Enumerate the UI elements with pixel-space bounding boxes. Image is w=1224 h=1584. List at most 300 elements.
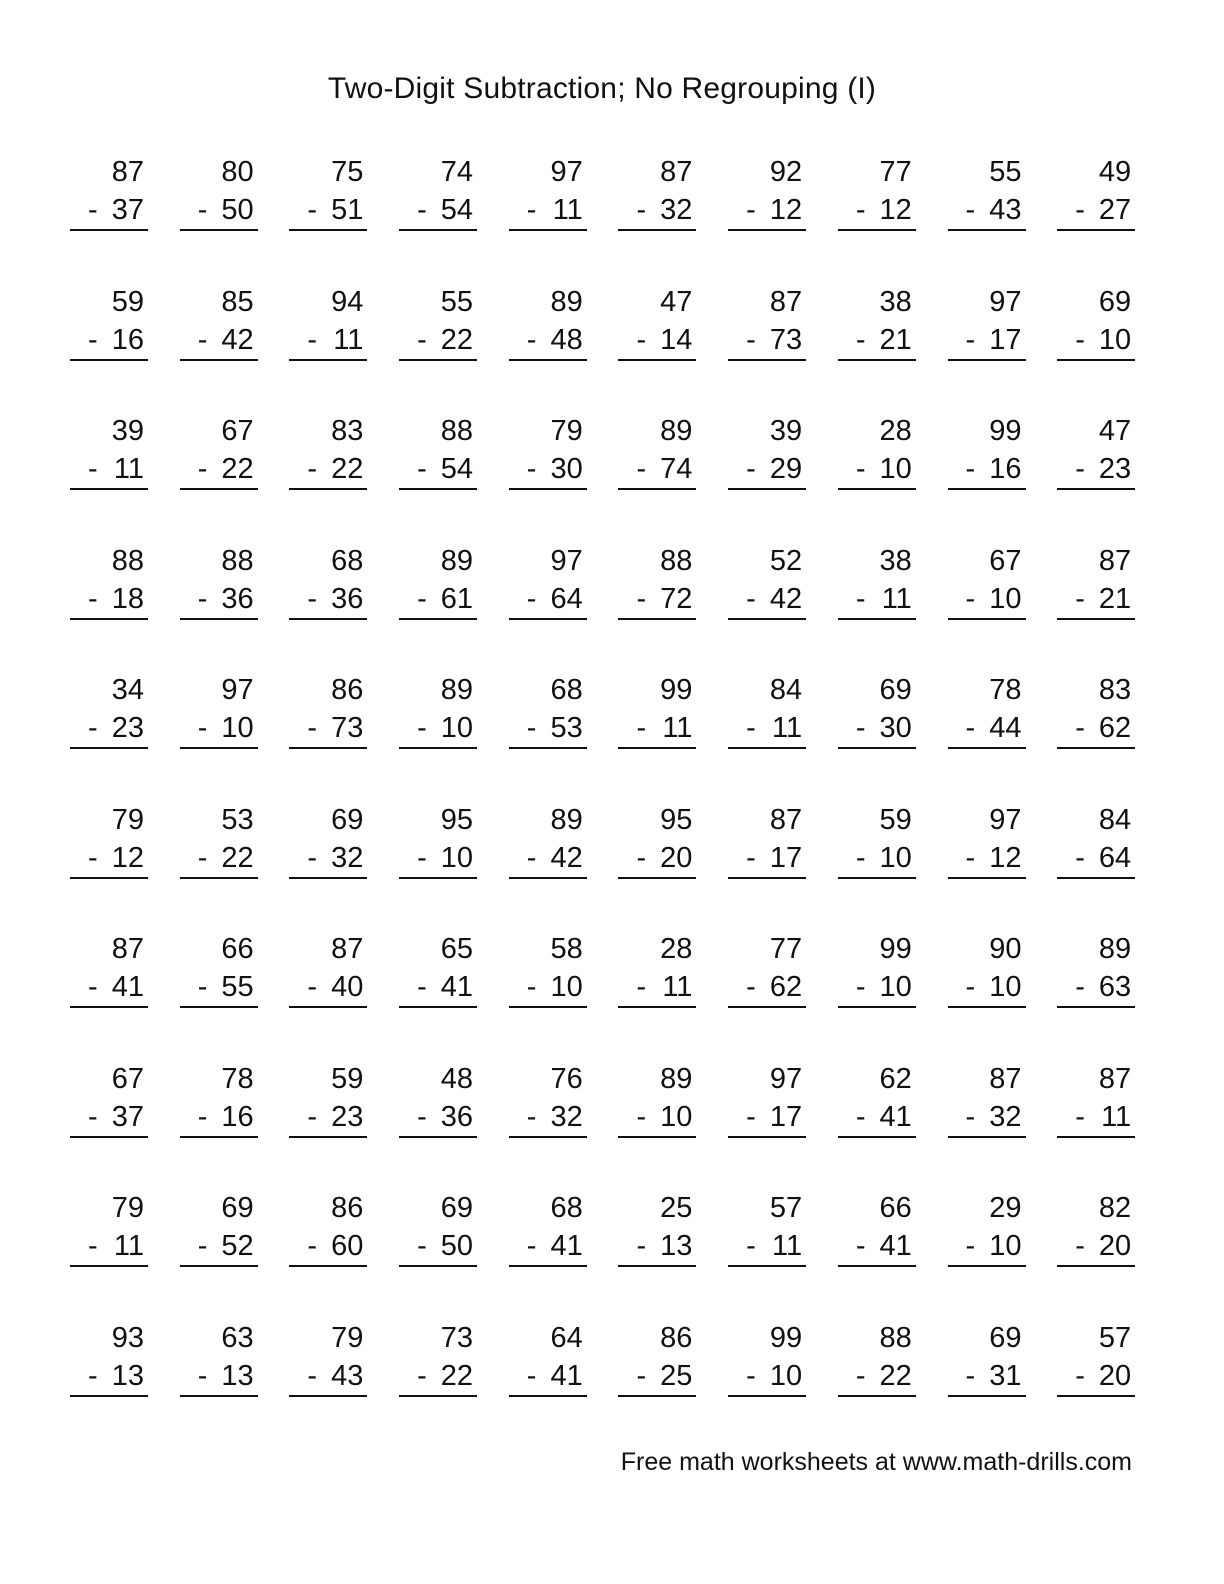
minus-sign: - — [88, 841, 98, 874]
subtrahend: 36 — [440, 1100, 474, 1133]
minus-sign: - — [965, 1359, 976, 1392]
minuend: 97 — [550, 544, 583, 577]
subtraction-problem — [509, 283, 587, 413]
subtrahend-line — [509, 321, 587, 361]
minuend: 59 — [331, 1062, 364, 1095]
minuend: 84 — [769, 674, 803, 706]
minuend: 97 — [989, 285, 1022, 318]
subtrahend-line — [1057, 839, 1135, 879]
subtraction-problem — [70, 153, 148, 283]
minus-sign: - — [417, 453, 427, 485]
minus-sign: - — [965, 323, 976, 356]
minus-sign: - — [197, 1100, 208, 1133]
subtrahend-line — [180, 1227, 258, 1267]
subtraction-problem — [180, 153, 258, 283]
minus-sign: - — [307, 1359, 318, 1392]
subtrahend: 30 — [550, 453, 583, 485]
subtraction-problem — [509, 1060, 587, 1190]
minuend: 77 — [769, 933, 803, 965]
subtrahend: 36 — [221, 582, 254, 615]
minus-sign: - — [307, 1230, 318, 1262]
minus-sign: - — [526, 1359, 537, 1392]
subtrahend-line — [399, 321, 477, 361]
subtraction-problem — [948, 283, 1026, 413]
minus-sign: - — [855, 1100, 866, 1133]
subtraction-problem — [618, 153, 696, 283]
minuend: 88 — [879, 1321, 912, 1354]
subtrahend-line — [289, 450, 367, 490]
minus-sign: - — [307, 712, 318, 744]
minus-sign: - — [197, 323, 208, 356]
subtrahend: 32 — [550, 1100, 583, 1133]
subtrahend: 42 — [769, 582, 803, 615]
minuend: 57 — [769, 1192, 803, 1224]
subtraction-problem — [180, 930, 258, 1060]
subtrahend-line — [838, 450, 916, 490]
subtrahend: 22 — [221, 453, 254, 485]
subtrahend: 11 — [113, 453, 144, 485]
subtrahend: 73 — [769, 323, 803, 356]
minuend: 99 — [879, 933, 912, 965]
subtrahend: 23 — [331, 1100, 364, 1133]
minus-sign: - — [1075, 712, 1085, 744]
subtrahend: 51 — [331, 194, 364, 226]
subtraction-problem — [509, 542, 587, 672]
subtrahend: 12 — [111, 841, 144, 874]
subtrahend-line — [180, 321, 258, 361]
minus-sign: - — [965, 712, 976, 744]
subtrahend: 22 — [440, 323, 474, 356]
minuend: 87 — [769, 285, 803, 318]
minuend: 67 — [111, 1062, 144, 1095]
minus-sign: - — [746, 582, 756, 615]
minus-sign: - — [965, 453, 976, 485]
subtraction-problem — [1057, 1060, 1135, 1190]
subtrahend: 63 — [1098, 971, 1132, 1003]
subtrahend-line — [289, 968, 367, 1008]
subtraction-problem — [399, 1189, 477, 1319]
subtrahend-line — [289, 191, 367, 231]
minuend: 55 — [989, 156, 1022, 188]
minus-sign: - — [855, 841, 866, 874]
subtrahend: 11 — [552, 194, 583, 226]
subtrahend: 42 — [221, 323, 254, 356]
minus-sign: - — [636, 1230, 647, 1262]
subtrahend: 50 — [440, 1230, 474, 1262]
minus-sign: - — [1075, 194, 1085, 226]
subtrahend: 29 — [769, 453, 803, 485]
subtrahend-line — [399, 709, 477, 749]
subtraction-problem — [180, 412, 258, 542]
subtraction-problem — [838, 542, 916, 672]
subtrahend-line — [1057, 1227, 1135, 1267]
subtraction-problem — [618, 801, 696, 931]
subtraction-problem — [289, 930, 367, 1060]
minus-sign: - — [855, 582, 866, 615]
minus-sign: - — [88, 712, 98, 744]
minus-sign: - — [307, 1100, 318, 1133]
subtrahend-line — [728, 321, 806, 361]
minuend: 69 — [1098, 285, 1132, 318]
subtrahend-line — [70, 839, 148, 879]
minus-sign: - — [197, 1230, 208, 1262]
minus-sign: - — [526, 971, 537, 1003]
minus-sign: - — [88, 194, 98, 226]
subtrahend: 20 — [1098, 1230, 1132, 1262]
subtraction-problem — [1057, 930, 1135, 1060]
subtrahend: 41 — [550, 1230, 583, 1262]
subtrahend: 62 — [1098, 712, 1132, 744]
minus-sign: - — [88, 1100, 98, 1133]
subtrahend-line — [1057, 321, 1135, 361]
minuend: 74 — [440, 156, 474, 188]
subtrahend: 10 — [879, 453, 912, 485]
subtraction-problem — [618, 930, 696, 1060]
minuend: 34 — [111, 674, 144, 706]
subtraction-problem — [70, 1189, 148, 1319]
minuend: 88 — [440, 415, 474, 447]
minus-sign: - — [88, 323, 98, 356]
minus-sign: - — [855, 323, 866, 356]
subtrahend: 36 — [331, 582, 364, 615]
subtraction-problem — [509, 801, 587, 931]
minuend: 88 — [221, 544, 254, 577]
minus-sign: - — [197, 453, 208, 485]
subtrahend-line — [509, 1227, 587, 1267]
subtrahend-line — [728, 1357, 806, 1397]
minuend: 47 — [660, 285, 693, 318]
subtrahend-line — [728, 450, 806, 490]
subtrahend: 10 — [440, 712, 474, 744]
worksheet-title: Two-Digit Subtraction; No Regrouping (I) — [327, 72, 877, 105]
subtrahend-line — [1057, 968, 1135, 1008]
minuend: 39 — [111, 415, 144, 447]
minuend: 47 — [1098, 415, 1132, 447]
subtraction-problem — [180, 1189, 258, 1319]
subtrahend: 52 — [221, 1230, 254, 1262]
subtrahend-line — [948, 321, 1026, 361]
subtraction-problem — [399, 542, 477, 672]
minus-sign: - — [307, 841, 318, 874]
minus-sign: - — [636, 582, 647, 615]
subtrahend-line — [289, 839, 367, 879]
subtrahend-line — [948, 1227, 1026, 1267]
subtrahend: 41 — [879, 1230, 912, 1262]
subtraction-problem — [948, 801, 1026, 931]
subtrahend-line — [180, 839, 258, 879]
footer-credit: Free math worksheets at www.math-drills.com — [620, 1448, 1132, 1476]
minuend: 78 — [989, 674, 1022, 706]
subtrahend-line — [509, 580, 587, 620]
subtrahend-line — [948, 839, 1026, 879]
subtrahend: 10 — [769, 1359, 803, 1392]
subtraction-problem — [509, 930, 587, 1060]
minuend: 83 — [331, 415, 364, 447]
minuend: 68 — [550, 674, 583, 706]
subtrahend: 54 — [440, 194, 474, 226]
minus-sign: - — [1075, 1100, 1085, 1133]
subtrahend-line — [618, 580, 696, 620]
subtraction-problem — [509, 671, 587, 801]
subtrahend: 21 — [1098, 582, 1132, 615]
minus-sign: - — [526, 582, 537, 615]
minus-sign: - — [526, 194, 537, 226]
subtrahend-line — [70, 968, 148, 1008]
minuend: 89 — [440, 544, 474, 577]
minuend: 28 — [879, 415, 912, 447]
subtraction-problem — [399, 283, 477, 413]
minus-sign: - — [307, 194, 318, 226]
subtrahend-line — [180, 580, 258, 620]
subtraction-problem — [1057, 1189, 1135, 1319]
subtrahend: 23 — [111, 712, 144, 744]
minus-sign: - — [636, 453, 647, 485]
minus-sign: - — [197, 194, 208, 226]
subtrahend: 40 — [331, 971, 364, 1003]
subtrahend-line — [509, 1357, 587, 1397]
minus-sign: - — [636, 712, 647, 744]
subtrahend-line — [948, 191, 1026, 231]
minus-sign: - — [417, 194, 427, 226]
subtraction-problem — [838, 1319, 916, 1449]
minuend: 86 — [331, 1192, 364, 1224]
subtrahend-line — [509, 191, 587, 231]
minus-sign: - — [636, 323, 647, 356]
subtrahend-line — [1057, 580, 1135, 620]
subtrahend: 37 — [111, 194, 144, 226]
subtraction-problem — [948, 1189, 1026, 1319]
minuend: 69 — [989, 1321, 1022, 1354]
minuend: 78 — [221, 1062, 254, 1095]
subtrahend: 17 — [989, 323, 1022, 356]
minuend: 80 — [221, 156, 254, 188]
subtraction-problem — [70, 283, 148, 413]
subtraction-problem — [728, 671, 806, 801]
subtraction-problem — [728, 542, 806, 672]
minus-sign: - — [526, 841, 537, 874]
subtraction-problem — [728, 1060, 806, 1190]
subtraction-problem — [948, 153, 1026, 283]
minus-sign: - — [197, 712, 208, 744]
subtraction-problem — [70, 1319, 148, 1449]
minus-sign: - — [1075, 971, 1085, 1003]
subtrahend-line — [838, 1357, 916, 1397]
subtrahend-line — [838, 709, 916, 749]
subtrahend-line — [1057, 450, 1135, 490]
subtraction-problem — [838, 801, 916, 931]
subtrahend: 16 — [221, 1100, 254, 1133]
subtrahend: 10 — [1098, 323, 1132, 356]
subtraction-problem — [948, 542, 1026, 672]
minuend: 95 — [440, 803, 474, 836]
subtraction-problem — [618, 1319, 696, 1449]
minus-sign: - — [197, 971, 208, 1003]
minuend: 79 — [111, 803, 144, 836]
subtrahend-line — [838, 321, 916, 361]
subtrahend-line — [399, 580, 477, 620]
minus-sign: - — [1075, 323, 1085, 356]
minus-sign: - — [855, 712, 866, 744]
subtrahend: 60 — [331, 1230, 364, 1262]
minus-sign: - — [965, 841, 976, 874]
subtrahend-line — [618, 968, 696, 1008]
subtrahend: 43 — [331, 1359, 364, 1392]
subtraction-problem — [289, 801, 367, 931]
subtraction-problem — [399, 1319, 477, 1449]
minuend: 90 — [989, 933, 1022, 965]
subtrahend: 41 — [440, 971, 474, 1003]
subtraction-problem — [70, 1060, 148, 1190]
subtrahend-line — [70, 1098, 148, 1138]
subtrahend-line — [509, 709, 587, 749]
subtraction-problem — [1057, 412, 1135, 542]
minus-sign: - — [636, 971, 647, 1003]
subtrahend: 10 — [440, 841, 474, 874]
subtrahend-line — [618, 1098, 696, 1138]
subtraction-problem — [1057, 1319, 1135, 1449]
minus-sign: - — [1075, 453, 1085, 485]
minuend: 67 — [221, 415, 254, 447]
subtrahend: 13 — [660, 1230, 693, 1262]
subtrahend: 11 — [881, 582, 912, 615]
subtrahend-line — [399, 450, 477, 490]
subtraction-problem — [948, 412, 1026, 542]
minus-sign: - — [88, 1230, 98, 1262]
subtrahend: 22 — [879, 1359, 912, 1392]
minuend: 64 — [550, 1321, 583, 1354]
subtrahend: 16 — [111, 323, 144, 356]
minus-sign: - — [636, 841, 647, 874]
minuend: 87 — [989, 1062, 1022, 1095]
minus-sign: - — [417, 712, 427, 744]
subtraction-problem — [180, 801, 258, 931]
minuend: 99 — [989, 415, 1022, 447]
subtrahend-line — [838, 1098, 916, 1138]
subtrahend-line — [70, 321, 148, 361]
minus-sign: - — [746, 453, 756, 485]
minuend: 87 — [660, 156, 693, 188]
minus-sign: - — [746, 841, 756, 874]
subtraction-problem — [948, 1060, 1026, 1190]
subtrahend-line — [618, 709, 696, 749]
minus-sign: - — [88, 971, 98, 1003]
subtrahend-line — [728, 1098, 806, 1138]
minus-sign: - — [965, 1230, 976, 1262]
subtraction-problem — [289, 412, 367, 542]
subtrahend: 55 — [221, 971, 254, 1003]
subtraction-problem — [399, 671, 477, 801]
minuend: 53 — [221, 803, 254, 836]
minus-sign: - — [197, 841, 208, 874]
subtraction-problem — [1057, 671, 1135, 801]
subtraction-problem — [289, 542, 367, 672]
minuend: 48 — [440, 1062, 474, 1095]
minuend: 88 — [111, 544, 144, 577]
subtrahend-line — [948, 450, 1026, 490]
minuend: 89 — [660, 415, 693, 447]
subtraction-problem — [399, 153, 477, 283]
minus-sign: - — [88, 453, 98, 485]
subtrahend: 22 — [221, 841, 254, 874]
minuend: 79 — [331, 1321, 364, 1354]
subtrahend-line — [399, 1227, 477, 1267]
minuend: 73 — [440, 1321, 474, 1354]
subtraction-problem — [289, 1189, 367, 1319]
subtrahend: 50 — [221, 194, 254, 226]
minuend: 77 — [879, 156, 912, 188]
subtrahend-line — [948, 1357, 1026, 1397]
subtrahend-line — [70, 191, 148, 231]
minuend: 99 — [660, 674, 693, 706]
minuend: 38 — [879, 544, 912, 577]
subtraction-problem — [70, 801, 148, 931]
minus-sign: - — [88, 1359, 98, 1392]
subtrahend-line — [509, 839, 587, 879]
minuend: 86 — [660, 1321, 693, 1354]
minuend: 59 — [111, 285, 144, 318]
subtraction-problem — [1057, 542, 1135, 672]
subtrahend: 44 — [989, 712, 1022, 744]
subtraction-problem — [948, 671, 1026, 801]
subtrahend-line — [70, 709, 148, 749]
minuend: 84 — [1098, 803, 1132, 836]
subtraction-problem — [509, 153, 587, 283]
subtrahend: 13 — [111, 1359, 144, 1392]
minus-sign: - — [1075, 1230, 1085, 1262]
subtrahend: 12 — [769, 194, 803, 226]
minus-sign: - — [1075, 582, 1085, 615]
subtrahend-line — [618, 1227, 696, 1267]
minus-sign: - — [746, 1100, 756, 1133]
subtrahend: 22 — [331, 453, 364, 485]
subtrahend-line — [289, 1227, 367, 1267]
minus-sign: - — [746, 971, 756, 1003]
subtrahend-line — [728, 580, 806, 620]
minuend: 97 — [221, 674, 254, 706]
subtrahend: 11 — [113, 1230, 144, 1262]
subtrahend-line — [289, 709, 367, 749]
minuend: 89 — [440, 674, 474, 706]
subtraction-problem — [728, 412, 806, 542]
subtrahend: 10 — [879, 971, 912, 1003]
subtraction-problem — [289, 1319, 367, 1449]
minus-sign: - — [417, 971, 427, 1003]
minus-sign: - — [636, 194, 647, 226]
minuend: 87 — [111, 933, 144, 965]
subtrahend: 25 — [660, 1359, 693, 1392]
subtraction-problem — [289, 1060, 367, 1190]
minuend: 59 — [879, 803, 912, 836]
subtrahend-line — [70, 580, 148, 620]
minus-sign: - — [307, 582, 318, 615]
minuend: 99 — [769, 1321, 803, 1354]
subtraction-problem — [728, 801, 806, 931]
subtrahend: 27 — [1098, 194, 1132, 226]
subtrahend: 32 — [660, 194, 693, 226]
subtrahend-line — [180, 1357, 258, 1397]
minus-sign: - — [417, 1359, 427, 1392]
subtrahend: 11 — [333, 323, 364, 356]
minuend: 52 — [769, 544, 803, 577]
subtrahend: 21 — [879, 323, 912, 356]
subtrahend: 10 — [989, 1230, 1022, 1262]
subtrahend-line — [180, 709, 258, 749]
subtraction-problem — [399, 412, 477, 542]
minus-sign: - — [417, 841, 427, 874]
subtrahend-line — [180, 968, 258, 1008]
subtrahend-line — [728, 191, 806, 231]
minuend: 88 — [660, 544, 693, 577]
